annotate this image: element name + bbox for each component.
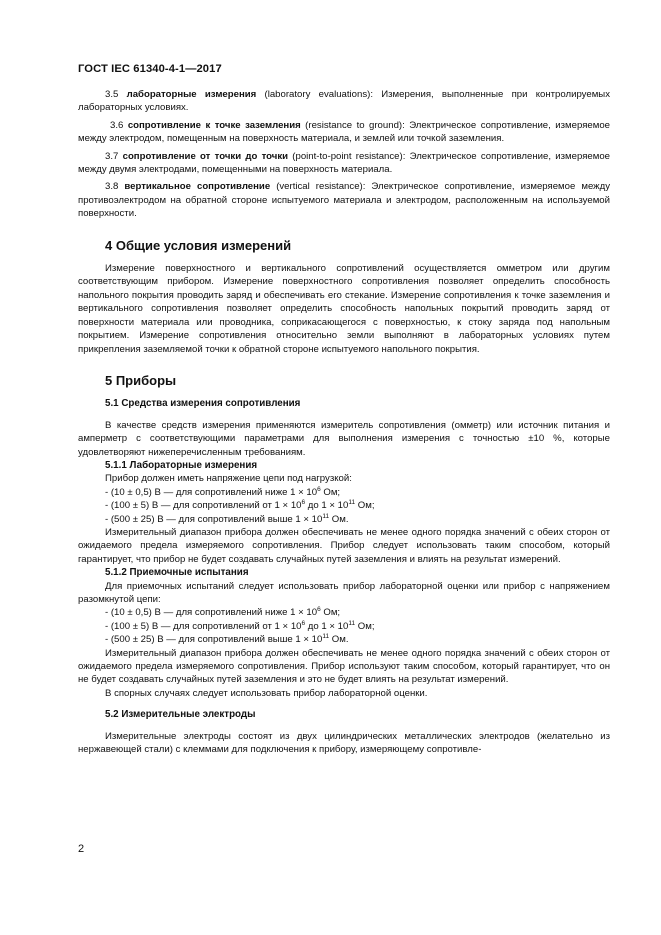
subsection-5-1-title: 5.1 Средства измерения сопротивления [105, 398, 301, 410]
subsection-5-1-2-title: 5.1.2 Приемочные испытания [105, 567, 249, 579]
definition-number: 3.5 [105, 89, 119, 100]
list-item [105, 499, 610, 512]
definition-term: сопротивление к точке заземления [127, 119, 301, 131]
list-item [105, 633, 610, 646]
list-item-unit: Ом; [320, 486, 341, 498]
list-item-text: - (10 ± 0,5) В — для сопротивлений ниже 1 × 10 [105, 486, 318, 498]
definition-text: (laboratory evaluations): Измерения, выполненные при контролируемых лабораторных условиях. [78, 89, 610, 114]
subsection-5-2-title: 5.2 Измерительные электроды [105, 709, 256, 721]
exponent: 6 [317, 606, 321, 614]
list-item-text: до 1 × 10 [305, 500, 349, 512]
definition-term: вертикальное сопротивление [124, 181, 271, 193]
list-item-unit: Ом. [329, 513, 349, 525]
list-item-unit: Ом; [320, 607, 341, 619]
definition-3-5 [78, 88, 610, 115]
exponent: 6 [301, 619, 306, 627]
section-5-title: 5 Приборы [105, 372, 177, 388]
list-item-text: - (10 ± 0,5) В — для сопротивлений ниже 1 × 10 [105, 607, 318, 619]
definition-text: (resistance to ground): Электрическое сопротивление, измеряемое между электродом, помещенным на поверхность материала, и землей или точкой заземления. [78, 119, 610, 145]
definition-text: (point-to-point resistance): Электрическое сопротивление, измеряемое между двумя электродами, помещенными на поверхность материала. [78, 150, 610, 176]
definition-3-8 [78, 180, 610, 220]
list-item [105, 606, 610, 619]
document-header: ГОСТ IEC 61340-4-1—2017 [78, 63, 222, 75]
exponent: 11 [348, 498, 356, 506]
page-number: 2 [78, 843, 85, 855]
list-item-text: - (100 ± 5) В — для сопротивлений от 1 × 10 [105, 620, 302, 632]
list-item-unit: Ом. [329, 634, 349, 646]
exponent: 6 [317, 485, 321, 493]
list-item-text: - (500 ± 25) В — для сопротивлений выше 1 × 10 [105, 513, 323, 525]
section-4-title: 4 Общие условия измерений [105, 237, 292, 253]
list-item [105, 513, 610, 526]
definition-term: сопротивление от точки до точки [122, 150, 289, 162]
subsection-5-1-1-paragraph: Измерительный диапазон прибора должен обеспечивать не менее одного порядка значений с обеих сторон от ожидаемого предела измеряемого сопротивления. Прибор следует использовать таким способом, который гарантирует, что прибор не будет создавать случайных путей заземления и влиять на результат измерений. [78, 526, 610, 565]
exponent: 11 [322, 512, 330, 520]
list-item-text: - (100 ± 5) В — для сопротивлений от 1 × 10 [105, 500, 302, 512]
subsection-5-1-1-intro: Прибор должен иметь напряжение цепи под нагрузкой: [105, 473, 352, 485]
definition-term: лабораторные измерения [126, 89, 257, 100]
exponent: 11 [322, 633, 330, 641]
list-item-unit: Ом; [355, 500, 375, 512]
subsection-5-1-2-note: В спорных случаях следует использовать прибор лабораторной оценки. [105, 687, 428, 699]
list-item [105, 620, 610, 633]
list-item-text: до 1 × 10 [305, 620, 349, 632]
page-body [78, 88, 610, 756]
subsection-5-1-2-intro: Для приемочных испытаний следует использовать прибор лабораторной оценки или прибор с напряжением разомкнутой цепи: [78, 580, 610, 605]
subsection-5-1-paragraph: В качестве средств измерения применяются измеритель сопротивления (омметр) или источник питания и амперметр с соответствующими параметрами для выполнения измерения с точностью ±10 %, которые удовлетворяют нижеперечисленным требованиям. [78, 419, 610, 458]
definition-number: 3.7 [105, 150, 119, 162]
section-4-paragraph: Измерение поверхностного и вертикального сопротивлений осуществляется омметром или другим соответствующим прибором. Измерение поверхностного сопротивления позволяет определить способность напольного покрытия проводить заряд и обеспечивать его стекание. Измерение сопротивления к точке заземления и вертикального сопротивления позволяет определить способность напольных покрытий проводить заряд от поверхности материала или проводника, соприкасающегося с поверхностью, к стоку заряда под напольным покрытием. Измерение сопротивления относительно земли выполняют в лабораторных условиях путем прикрепления заземляемой точки к обратной стороне испытуемого напольного покрытия. [78, 263, 610, 355]
list-item-text: - (500 ± 25) В — для сопротивлений выше 1 × 10 [105, 634, 323, 646]
list-item [105, 486, 610, 499]
definition-3-6 [78, 119, 610, 146]
definition-text: (vertical resistance): Электрическое сопротивление, измеряемое между противоэлектродом на обратной стороне испытуемого материала и электродом, расположенным на используемой поверхности. [78, 181, 610, 220]
definition-number: 3.6 [110, 119, 124, 131]
exponent: 11 [348, 619, 356, 627]
exponent: 6 [301, 498, 306, 506]
subsection-5-1-1-title: 5.1.1 Лабораторные измерения [105, 459, 258, 471]
definition-3-7 [78, 150, 610, 177]
subsection-5-1-2-paragraph: Измерительный диапазон прибора должен обеспечивать не менее одного порядка значений с обеих сторон от ожидаемого предела измеряемого сопротивления. Прибор используют таким способом, который гарантирует, что он не будет создавать случайных путей заземления и это не будет влиять на результат измерений. [78, 647, 610, 686]
definition-number: 3.8 [105, 181, 119, 193]
list-item-unit: Ом; [355, 620, 375, 632]
subsection-5-2-paragraph: Измерительные электроды состоят из двух цилиндрических металлических электродов (желательно из нержавеющей стали) с клеммами для подключения к прибору, измеряющему сопротивле- [78, 730, 610, 756]
